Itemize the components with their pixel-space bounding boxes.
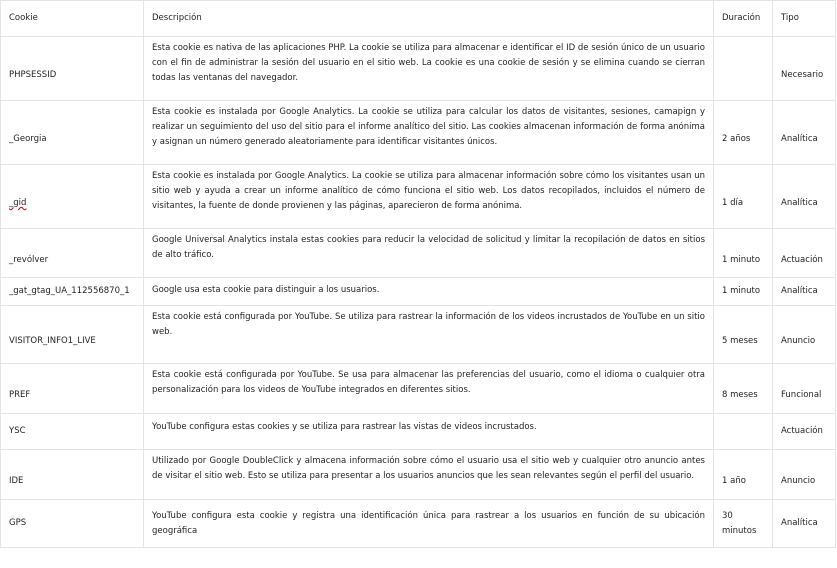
cookie-description: Esta cookie está configurada por YouTube. Se usa para almacenar las preferencias del usuario, como el idioma o cualquier otra personalización para los videos de YouTube integrados en diferentes sitios. (144, 364, 714, 414)
table-row (1, 414, 836, 450)
cookie-description: Esta cookie está configurada por YouTube. Se utiliza para rastrear la información de los videos incrustados de YouTube en un sitio web. (144, 306, 714, 364)
cookie-duration (714, 414, 773, 450)
cookie-type: Actuación (773, 229, 836, 278)
cookie-name: _revólver (1, 229, 144, 278)
table-row (1, 500, 836, 548)
cookie-description: Esta cookie es nativa de las aplicaciones PHP. La cookie se utiliza para almacenar e identificar el ID de sesión único de un usuario con el fin de administrar la sesión del usuario en el sitio web. La cookie es una cookie de sesión y se elimina cuando se cierran todas las ventanas del navegador. (144, 37, 714, 101)
header-duration: Duración (714, 1, 773, 37)
cookie-duration: 1 año (714, 450, 773, 500)
cookie-type: Necesario (773, 37, 836, 101)
cookie-name: _gat_gtag_UA_112556870_1 (1, 278, 144, 306)
table-row (1, 450, 836, 500)
cookie-description: Google Universal Analytics instala estas cookies para reducir la velocidad de solicitud y limitar la recopilación de datos en sitios de alto tráfico. (144, 229, 714, 278)
cookie-description: Esta cookie es instalada por Google Analytics. La cookie se utiliza para calcular los datos de visitantes, sesiones, camapign y realizar un seguimiento del uso del sitio para el informe analítico del sitio. Las cookies almacenan información de forma anónima y asignan un número generado aleatoriamente para identificar visitantes únicos. (144, 101, 714, 165)
cookie-description: Google usa esta cookie para distinguir a los usuarios. (144, 278, 714, 306)
cookie-duration (714, 37, 773, 101)
cookie-description: YouTube configura esta cookie y registra una identificación única para rastrear a los usuarios en función de su ubicación geográfica (144, 500, 714, 548)
cookie-name: IDE (1, 450, 144, 500)
cookie-duration: 1 minuto (714, 278, 773, 306)
cookie-duration: 8 meses (714, 364, 773, 414)
cookie-type: Anuncio (773, 450, 836, 500)
cookie-name: VISITOR_INFO1_LIVE (1, 306, 144, 364)
cookie-description: Esta cookie es instalada por Google Analytics. La cookie se utiliza para almacenar información sobre cómo los visitantes usan un sitio web y ayuda a crear un informe analítico de cómo funciona el sitio web. Los datos recopilados, incluidos el número de visitantes, la fuente de donde provienen y las páginas, aparecieron de forma anónima. (144, 165, 714, 229)
table-row (1, 306, 836, 364)
cookie-type: Analítica (773, 278, 836, 306)
cookie-type: Anuncio (773, 306, 836, 364)
cookie-description: YouTube configura estas cookies y se utiliza para rastrear las vistas de videos incrustados. (144, 414, 714, 450)
cookie-duration: 30 minutos (714, 500, 773, 548)
table-row (1, 278, 836, 306)
cookie-name: PHPSESSID (1, 37, 144, 101)
table-row (1, 101, 836, 165)
cookie-name: PREF (1, 364, 144, 414)
header-description: Descripción (144, 1, 714, 37)
header-row (1, 1, 836, 37)
cookie-name: _Georgia (1, 101, 144, 165)
cookie-description: Utilizado por Google DoubleClick y almacena información sobre cómo el usuario usa el sitio web y cualquier otro anuncio antes de visitar el sitio web. Esto se utiliza para presentar a los usuarios anuncios que les sean relevantes según el perfil del usuario. (144, 450, 714, 500)
cookie-duration: 1 día (714, 165, 773, 229)
table-row (1, 37, 836, 101)
spellcheck-underline: _gid (9, 198, 27, 208)
cookie-duration: 1 minuto (714, 229, 773, 278)
header-cookie: Cookie (1, 1, 144, 37)
cookie-type: Analítica (773, 500, 836, 548)
table-row (1, 165, 836, 229)
cookie-type: Analítica (773, 101, 836, 165)
table-row (1, 364, 836, 414)
cookie-name: YSC (1, 414, 144, 450)
cookie-type: Funcional (773, 364, 836, 414)
cookie-type: Analítica (773, 165, 836, 229)
cookie-name: GPS (1, 500, 144, 548)
cookie-duration: 2 años (714, 101, 773, 165)
cookie-duration: 5 meses (714, 306, 773, 364)
cookie-name (1, 165, 144, 229)
header-type: Tipo (773, 1, 836, 37)
table-row (1, 229, 836, 278)
cookie-type: Actuación (773, 414, 836, 450)
